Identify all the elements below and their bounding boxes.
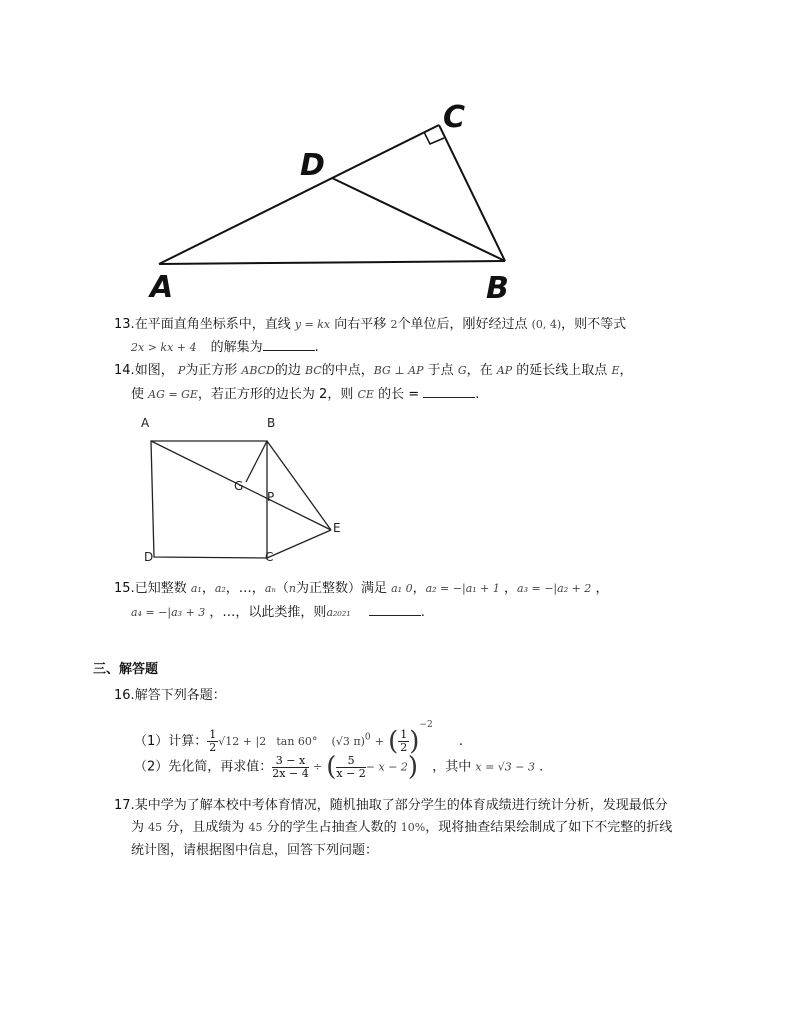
label-d: D [144,550,154,564]
text: ，则不等式 [561,317,627,332]
math: n [288,582,296,595]
question-16 [114,685,226,707]
math: P [177,364,186,377]
text: 为 [131,820,145,835]
math: − x − 2 [365,760,408,774]
segment-be [267,441,331,530]
label-b: B [486,271,509,306]
text: （ [275,581,289,596]
triangle-figure [140,95,520,310]
text: ，现将抽查结果绘制成了如下不完整的折线 [425,820,673,835]
math: y = kx [294,318,331,331]
fraction [336,755,365,780]
label-p: P [267,490,275,504]
denominator: 2 [209,741,217,754]
math: a₂₀₂₁ [326,606,351,619]
paren-close: ) [407,752,419,782]
text: . [539,759,544,775]
math: a₄ = −|a₃ + 3 [131,606,206,619]
math: BG ⊥ AP [373,364,424,377]
denominator: 2x − 4 [272,766,309,780]
text: ， [595,581,609,596]
math: tan 60° [276,735,318,748]
text: 的解集为 [210,340,263,355]
text: ，在 [466,363,493,378]
text: ，其中 [432,759,472,775]
math: a₁ 0 [391,582,413,595]
numerator: 1 [209,728,217,741]
math: 10% [400,821,426,834]
numerator: 1 [400,728,408,741]
label-b: B [267,416,276,430]
question-16-part2 [134,750,543,785]
text: 个单位后，刚好经过点 [397,317,528,332]
math: (0, 4) [531,318,562,331]
text: 使 [131,387,145,402]
text: ， [504,581,518,596]
label-c: C [443,100,466,135]
answer-blank [369,601,421,616]
text: ，…， [225,581,265,596]
math: (√3 π) [331,735,365,748]
question-number: 17. [114,798,135,813]
text: . [420,605,425,620]
exponent: −2 [419,720,433,730]
section-title: 三、解答题 [93,662,159,677]
segment-bg [246,441,267,482]
question-number: 16. [114,688,135,703]
answer-blank [263,336,315,351]
denominator: x − 2 [336,766,366,780]
numerator: 3 − x [272,755,308,768]
text: 分的学生占抽查人数的 [266,820,397,835]
question-17 [114,795,668,817]
segment-ab [159,261,505,264]
math: 2 [390,318,398,331]
text: （1）计算： [134,734,208,749]
label-g: G [234,479,244,493]
label-a: A [141,416,150,430]
square-figure [135,410,350,570]
math: 45 [248,821,263,834]
text: ， [619,363,633,378]
text: 解答下列各题： [134,688,226,703]
question-13 [114,314,626,336]
label-e: E [333,521,341,535]
text: 某中学为了解本校中考体育情况，随机抽取了部分学生的体育成绩进行统计分析，发现最低分 [134,798,668,813]
math: ABCD [241,364,275,377]
segment-cb [439,125,505,261]
text: 于点 [427,363,454,378]
right-angle-mark [424,132,444,144]
text: 分，且成绩为 [166,820,245,835]
paren-open: ( [326,752,337,782]
math: a₃ = −|a₂ + 2 [517,582,592,595]
question-17-line3 [131,840,378,862]
text: ， [412,581,426,596]
text: 的边 [274,363,301,378]
question-14 [114,360,632,382]
text: 统计图，请根据图中信息，回答下列问题： [131,843,379,858]
question-number: 15. [114,581,135,596]
segment-ce [267,530,331,558]
paren-open: ( [388,726,399,757]
question-number: 14. [114,363,135,378]
text: 的延长线上取点 [516,363,608,378]
exponent: 0 [364,732,371,743]
math: aₙ [264,582,276,595]
question-13-line2 [131,336,319,359]
math: ÷ [312,760,323,774]
text: ，若正方形的边长为 2，则 [197,387,354,402]
math: a₂ = −|a₁ + 1 [425,582,500,595]
text: . [475,387,480,402]
math: √12 + |2 [218,735,267,748]
math: E [611,364,620,377]
square-abcd [151,441,267,558]
question-17-line2 [131,817,672,839]
text: . [458,734,463,749]
math: a₂ [214,582,226,595]
label-c: C [265,550,274,564]
question-15 [114,578,608,600]
text: （2）先化简，再求值： [134,759,273,775]
text: 的长 = [378,387,420,402]
question-number: 13. [114,317,135,332]
text: 的中点， [321,363,374,378]
paren-close: ) [409,726,420,757]
math: x = √3 − 3 [475,760,536,774]
question-15-line2 [131,601,425,624]
text: 向右平移 [334,317,387,332]
text: 已知整数 [134,581,187,596]
answer-blank [423,383,475,398]
question-14-line2 [131,383,479,406]
text: ，…，以此类推，则 [209,605,327,620]
label-a: A [150,270,174,305]
math: CE [357,388,374,401]
segment-ac [159,125,439,264]
denominator: 2 [400,741,408,754]
math: 2x > kx + 4 [131,341,197,354]
text: 为正方形 [185,363,238,378]
math: BC [305,364,322,377]
text: 为正整数）满足 [295,581,387,596]
math: a₁ [190,582,202,595]
text: 在平面直角坐标系中，直线 [134,317,291,332]
text: . [314,340,319,355]
math: + [374,735,384,748]
text: 如图， [134,363,174,378]
text: ， [201,581,215,596]
math: AG = GE [148,388,198,401]
math: AP [496,364,513,377]
numerator: 5 [336,755,365,768]
math: 45 [148,821,163,834]
label-d: D [300,148,325,183]
segment-db [332,178,505,261]
math: G [457,364,467,377]
fraction [272,755,308,780]
